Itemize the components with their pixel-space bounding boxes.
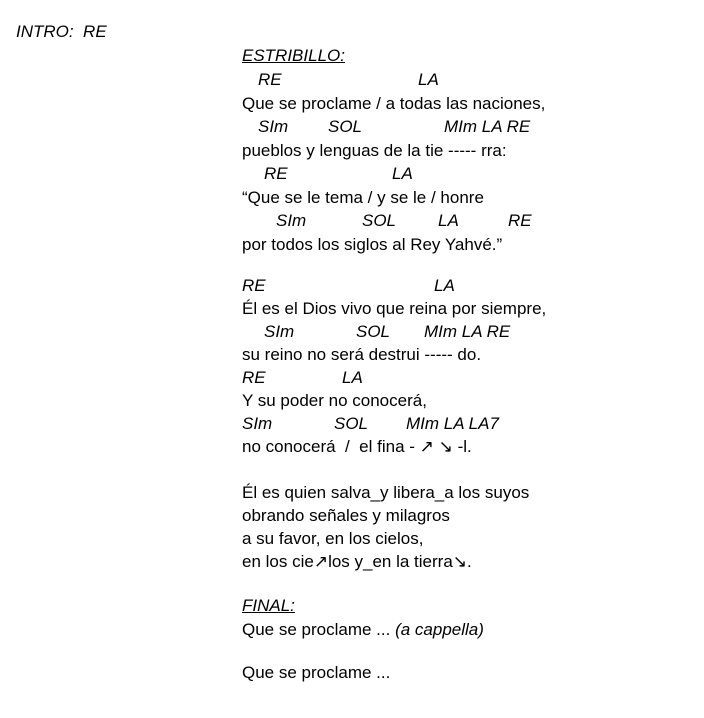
lyric-line: Él es quien salva_y libera_a los suyos — [242, 483, 530, 502]
chord: RE — [264, 164, 288, 183]
chord: SOL — [334, 414, 369, 433]
chord: SOL — [356, 322, 391, 341]
section-heading-estribillo: ESTRIBILLO: — [242, 46, 345, 65]
chord: RE — [242, 276, 266, 295]
lyric-line: Que se proclame ... — [242, 663, 391, 682]
chord: MIm LA LA7 — [406, 414, 499, 433]
lyric-line: en los cie↗los y_en la tierra↘. — [242, 552, 472, 571]
chord: RE — [258, 70, 282, 89]
chord: RE — [242, 368, 266, 387]
lyric-line: no conocerá / el fina - ↗ ↘ -l. — [242, 437, 472, 456]
lyric-line — [242, 620, 484, 640]
chord: LA — [418, 70, 439, 89]
chord: LA — [434, 276, 455, 295]
final-line-text: Que se proclame ... — [242, 620, 396, 639]
lyric-line: Él es el Dios vivo que reina por siempre, — [242, 299, 547, 318]
lyric-line: Que se proclame / a todas las naciones, — [242, 94, 546, 113]
chord: SIm — [258, 117, 289, 136]
chord: MIm LA RE — [444, 117, 531, 136]
chord: SOL — [328, 117, 363, 136]
a-cappella-note: (a cappella) — [395, 620, 484, 639]
lyric-line: a su favor, en los cielos, — [242, 529, 424, 548]
lyric-line: pueblos y lenguas de la tie ----- rra: — [242, 141, 507, 160]
lyric-line: Y su poder no conocerá, — [242, 391, 427, 410]
chord: LA — [438, 211, 459, 230]
lyric-line: obrando señales y milagros — [242, 506, 450, 525]
chord: LA — [392, 164, 413, 183]
chord: LA — [342, 368, 363, 387]
intro-label: INTRO: RE — [16, 22, 107, 41]
lyric-line: “Que se le tema / y se le / honre — [242, 188, 484, 207]
section-heading-final: FINAL: — [242, 596, 295, 615]
chord: MIm LA RE — [424, 322, 511, 341]
chord: SIm — [276, 211, 307, 230]
chord: SOL — [362, 211, 397, 230]
lyric-line: por todos los siglos al Rey Yahvé.” — [242, 235, 503, 254]
chord: SIm — [264, 322, 295, 341]
chord: SIm — [242, 414, 273, 433]
lyric-line: su reino no será destrui ----- do. — [242, 345, 482, 364]
chord: RE — [508, 211, 532, 230]
